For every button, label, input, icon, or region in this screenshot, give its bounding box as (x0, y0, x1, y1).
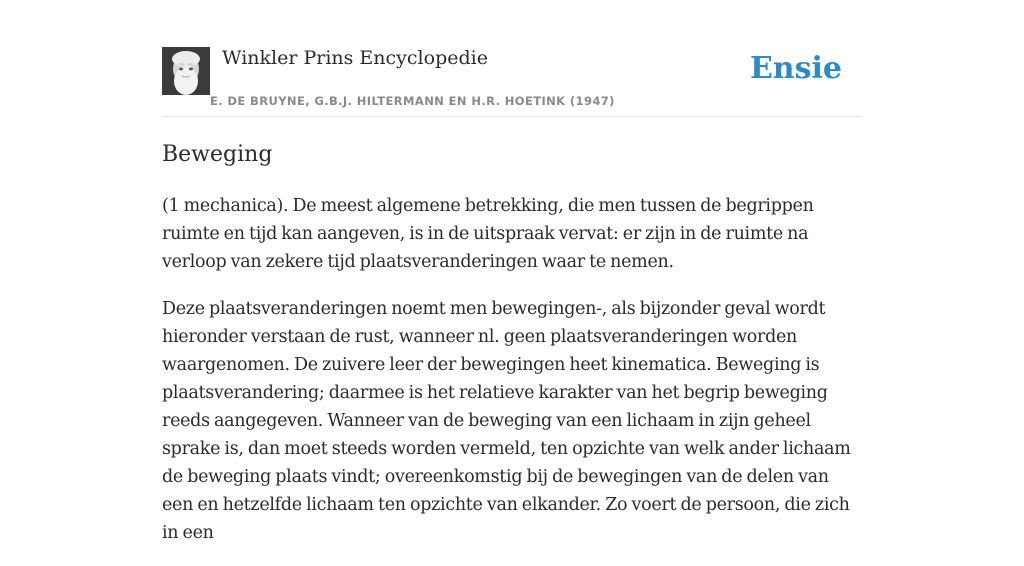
article-body (162, 192, 862, 566)
brand-logo[interactable]: Ensie (749, 51, 842, 86)
author-portrait-icon (162, 47, 210, 95)
paragraph: (1 mechanica). De meest algemene betrekking, die men tussen de begrippen ruimte en tijd kan aangeven, is in de uitspraak vervat: er zijn in de ruimte na verloop van zekere tijd plaatsveranderingen waar te nemen. (162, 196, 814, 272)
source-header (162, 0, 862, 117)
article-title: Beweging (162, 142, 273, 167)
source-authors: E. DE BRUYNE, G.B.J. HILTERMANN EN H.R. HOETINK (1947) (210, 94, 615, 108)
author-avatar[interactable] (162, 47, 210, 95)
page-content (162, 0, 862, 543)
source-title[interactable]: Winkler Prins Encyclopedie (222, 47, 488, 69)
paragraph: Deze plaatsveranderingen noemt men bewegingen-, als bijzonder geval wordt hieronder verstaan de rust, wanneer nl. geen plaatsveranderingen worden waargenomen. De zuivere leer der bewegingen heet kinematica. Beweging is plaatsverandering; daarmee is het relatieve karakter van het begrip beweging reeds aangegeven. Wanneer van de beweging van een lichaam in zijn geheel sprake is, dan moet steeds worden vermeld, ten opzichte van welk ander lichaam de beweging plaats vindt; overeenkomstig bij de bewegingen van de delen van een en hetzelfde lichaam ten opzichte van elkander. Zo voert de persoon, die zich in een (162, 299, 851, 543)
